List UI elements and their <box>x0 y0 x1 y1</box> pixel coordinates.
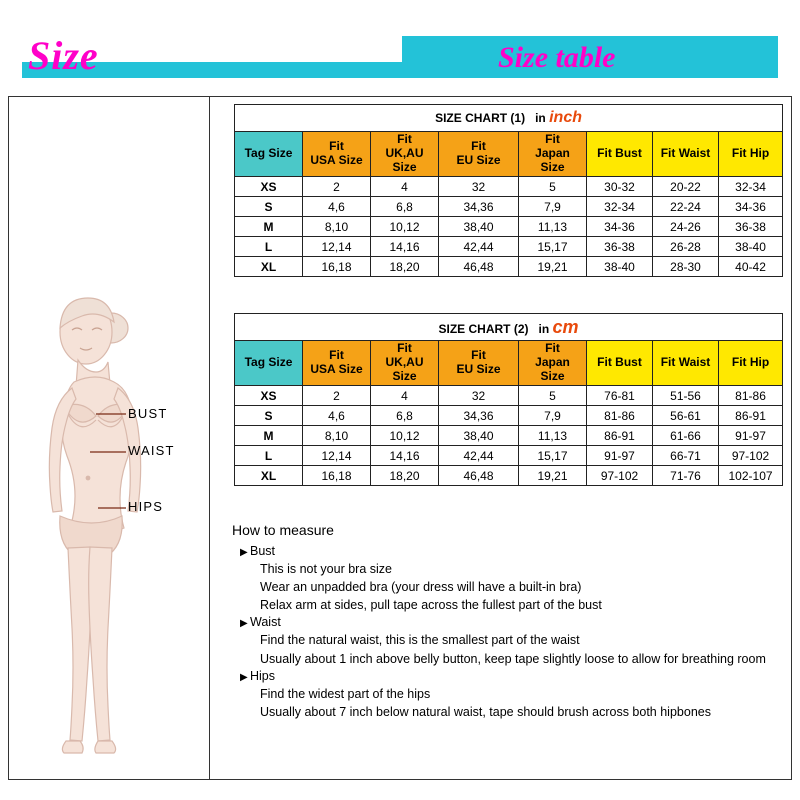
female-body-illustration <box>8 96 209 780</box>
cell-japan: 19,21 <box>519 466 587 486</box>
chart2-title-cell <box>235 314 783 341</box>
body-figure-panel <box>8 96 209 780</box>
cell-usa: 16,18 <box>303 466 371 486</box>
cell-ukau: 18,20 <box>371 466 439 486</box>
hips-heading-label: Hips <box>250 668 276 683</box>
cell-hip: 38-40 <box>719 237 783 257</box>
cell-usa: 12,14 <box>303 237 371 257</box>
chart1-unit-prefix: in <box>535 111 546 125</box>
cell-waist: 71-76 <box>653 466 719 486</box>
chart2-col-hip: Fit Hip <box>719 341 783 386</box>
bullet-arrow-icon: ▶ <box>240 618 248 630</box>
cell-eu: 32 <box>439 177 519 197</box>
how-to-measure-hips-heading <box>240 669 780 683</box>
cell-japan: 5 <box>519 177 587 197</box>
cell-hip: 36-38 <box>719 217 783 237</box>
bust-line-3: Relax arm at sides, pull tape across the fullest part of the bust <box>260 598 602 613</box>
label-waist: WAIST <box>128 443 175 458</box>
chart1-title-cell <box>235 105 783 132</box>
how-to-measure-group-hips <box>232 669 780 721</box>
table-row <box>235 446 783 466</box>
table-row <box>235 466 783 486</box>
cell-usa: 2 <box>303 177 371 197</box>
cell-tag: XL <box>235 257 303 277</box>
cell-ukau: 14,16 <box>371 446 439 466</box>
cell-bust: 34-36 <box>587 217 653 237</box>
how-to-measure-waist-heading <box>240 615 780 629</box>
cell-hip: 34-36 <box>719 197 783 217</box>
chart2-col-ukau-size: Fit UK,AU Size <box>371 341 439 386</box>
cell-eu: 38,40 <box>439 426 519 446</box>
chart1-header-row <box>235 132 783 177</box>
page-title: Size <box>28 33 99 78</box>
cell-usa: 8,10 <box>303 426 371 446</box>
frame-divider <box>209 96 210 780</box>
cell-waist: 28-30 <box>653 257 719 277</box>
cell-eu: 42,44 <box>439 237 519 257</box>
chart1-col-tag-size: Tag Size <box>235 132 303 177</box>
cell-ukau: 10,12 <box>371 217 439 237</box>
cell-tag: M <box>235 426 303 446</box>
chart2-col-bust: Fit Bust <box>587 341 653 386</box>
cell-japan: 7,9 <box>519 406 587 426</box>
table-row <box>235 217 783 237</box>
cell-ukau: 4 <box>371 386 439 406</box>
table-row <box>235 177 783 197</box>
table-row <box>235 426 783 446</box>
chart2-col-eu-size: Fit EU Size <box>439 341 519 386</box>
cell-hip: 86-91 <box>719 406 783 426</box>
table-row <box>235 386 783 406</box>
cell-tag: S <box>235 406 303 426</box>
cell-waist: 24-26 <box>653 217 719 237</box>
chart2-col-waist: Fit Waist <box>653 341 719 386</box>
cell-bust: 32-34 <box>587 197 653 217</box>
cell-usa: 12,14 <box>303 446 371 466</box>
cell-waist: 22-24 <box>653 197 719 217</box>
cell-ukau: 10,12 <box>371 426 439 446</box>
hips-line-1: Find the widest part of the hips <box>260 686 431 701</box>
chart2-unit-prefix: in <box>538 321 550 336</box>
cell-hip: 91-97 <box>719 426 783 446</box>
cell-eu: 34,36 <box>439 406 519 426</box>
chart2-col-usa-size: Fit USA Size <box>303 341 371 386</box>
cell-hip: 32-34 <box>719 177 783 197</box>
bust-line-1: This is not your bra size <box>260 562 392 576</box>
cell-tag: L <box>235 446 303 466</box>
label-hips: HIPS <box>128 499 164 514</box>
how-to-measure-title: How to measure <box>232 522 334 538</box>
cell-waist: 51-56 <box>653 386 719 406</box>
cell-hip: 102-107 <box>719 466 783 486</box>
page-header <box>0 0 800 88</box>
table-row <box>235 237 783 257</box>
chart1-col-bust: Fit Bust <box>587 132 653 177</box>
cell-bust: 38-40 <box>587 257 653 277</box>
chart1-col-hip: Fit Hip <box>719 132 783 177</box>
waist-heading-label: Waist <box>250 615 281 630</box>
cell-eu: 42,44 <box>439 446 519 466</box>
hips-line-2: Usually about 7 inch below natural waist, tape should brush across both hipbones <box>260 704 711 719</box>
chart2-unit: cm <box>552 316 579 337</box>
cell-waist: 26-28 <box>653 237 719 257</box>
chart1-col-waist: Fit Waist <box>653 132 719 177</box>
cell-ukau: 14,16 <box>371 237 439 257</box>
cell-eu: 38,40 <box>439 217 519 237</box>
cell-waist: 56-61 <box>653 406 719 426</box>
chart2-title-row <box>235 314 783 341</box>
size-chart-2 <box>234 313 783 486</box>
cell-tag: L <box>235 237 303 257</box>
chart1-col-japan-size: Fit Japan Size <box>519 132 587 177</box>
cell-bust: 81-86 <box>587 406 653 426</box>
cell-usa: 4,6 <box>303 197 371 217</box>
cell-japan: 11,13 <box>519 426 587 446</box>
cell-waist: 61-66 <box>653 426 719 446</box>
chart2-title: SIZE CHART (2) <box>438 321 529 336</box>
chart2-col-japan-size: Fit Japan Size <box>519 341 587 386</box>
how-to-measure-bust-heading <box>240 544 780 558</box>
chart1-title: SIZE CHART (1) <box>435 111 526 125</box>
cell-ukau: 4 <box>371 177 439 197</box>
page-title-right: Size table <box>498 41 616 74</box>
cell-eu: 46,48 <box>439 257 519 277</box>
cell-bust: 36-38 <box>587 237 653 257</box>
cell-waist: 66-71 <box>653 446 719 466</box>
cell-eu: 46,48 <box>439 466 519 486</box>
table-row <box>235 197 783 217</box>
cell-usa: 8,10 <box>303 217 371 237</box>
bust-heading-label: Bust <box>250 544 276 558</box>
chart1-title-row <box>235 105 783 132</box>
waist-line-1: Find the natural waist, this is the smallest part of the waist <box>260 633 580 648</box>
cell-usa: 4,6 <box>303 406 371 426</box>
bust-line-2: Wear an unpadded bra (your dress will have a built-in bra) <box>260 580 582 595</box>
cell-bust: 91-97 <box>587 446 653 466</box>
chart1-col-eu-size: Fit EU Size <box>439 132 519 177</box>
cell-usa: 16,18 <box>303 257 371 277</box>
cell-tag: M <box>235 217 303 237</box>
cell-japan: 15,17 <box>519 446 587 466</box>
cell-japan: 7,9 <box>519 197 587 217</box>
cell-ukau: 18,20 <box>371 257 439 277</box>
cell-usa: 2 <box>303 386 371 406</box>
cell-japan: 19,21 <box>519 257 587 277</box>
cell-tag: XS <box>235 177 303 197</box>
table-row <box>235 257 783 277</box>
cell-tag: XL <box>235 466 303 486</box>
cell-eu: 34,36 <box>439 197 519 217</box>
how-to-measure-group-waist <box>232 615 780 667</box>
cell-hip: 97-102 <box>719 446 783 466</box>
bullet-arrow-icon: ▶ <box>240 671 248 683</box>
cell-ukau: 6,8 <box>371 197 439 217</box>
chart1-unit: inch <box>549 109 582 126</box>
size-chart-1 <box>234 104 783 277</box>
how-to-measure-group-bust <box>232 544 780 614</box>
cell-tag: XS <box>235 386 303 406</box>
cell-japan: 11,13 <box>519 217 587 237</box>
chart1-col-ukau-size: Fit UK,AU Size <box>371 132 439 177</box>
cell-eu: 32 <box>439 386 519 406</box>
label-bust: BUST <box>128 406 168 421</box>
how-to-measure-section <box>232 522 780 722</box>
chart2-col-tag-size: Tag Size <box>235 341 303 386</box>
cell-bust: 97-102 <box>587 466 653 486</box>
chart1-col-usa-size: Fit USA Size <box>303 132 371 177</box>
cell-bust: 30-32 <box>587 177 653 197</box>
cell-bust: 76-81 <box>587 386 653 406</box>
cell-waist: 20-22 <box>653 177 719 197</box>
cell-japan: 15,17 <box>519 237 587 257</box>
chart2-header-row <box>235 341 783 386</box>
waist-line-2: Usually about 1 inch above belly button, keep tape slightly loose to allow for breathing room <box>260 651 766 666</box>
cell-japan: 5 <box>519 386 587 406</box>
cell-bust: 86-91 <box>587 426 653 446</box>
table-row <box>235 406 783 426</box>
cell-ukau: 6,8 <box>371 406 439 426</box>
cell-hip: 81-86 <box>719 386 783 406</box>
cell-tag: S <box>235 197 303 217</box>
bullet-arrow-icon: ▶ <box>240 547 248 558</box>
cell-hip: 40-42 <box>719 257 783 277</box>
